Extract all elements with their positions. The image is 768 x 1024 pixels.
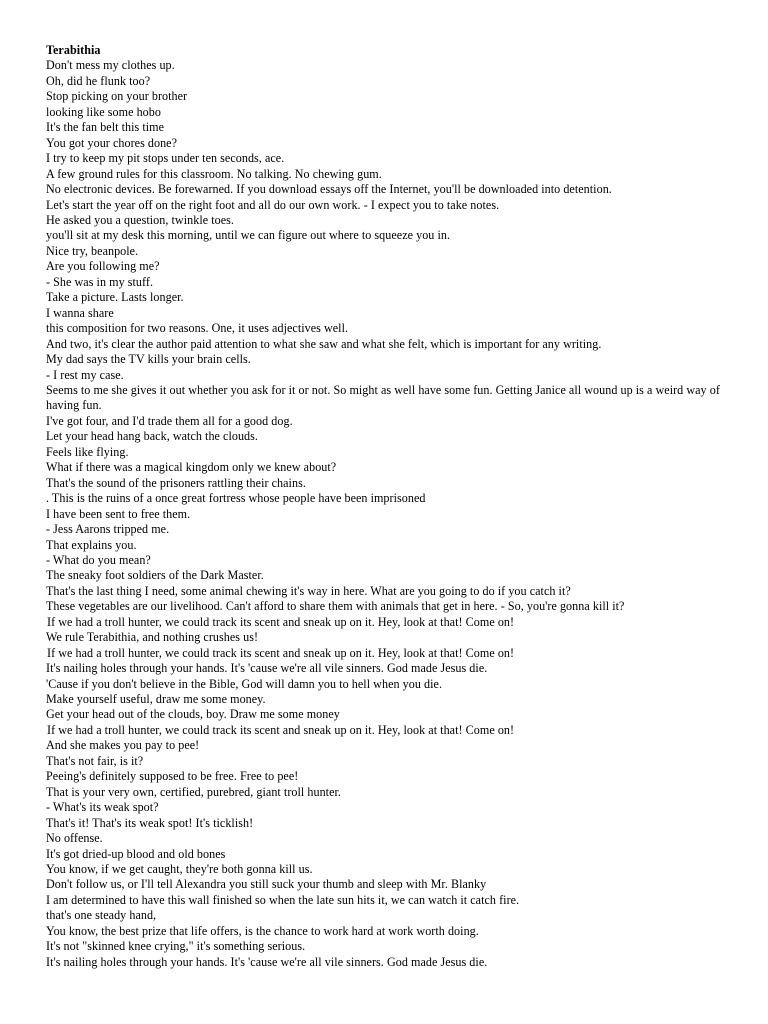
text-line: No offense. [46,831,103,846]
text-line: this composition for two reasons. One, it uses adjectives well. [46,321,349,336]
text-line: that's one steady hand, [46,908,157,923]
text-line: These vegetables are our livelihood. Can't afford to share them with animals that get in here. - So, you're gonna kill it? [46,599,625,614]
text-line: Don't mess my clothes up. [46,58,175,73]
text-line: It's got dried-up blood and old bones [46,846,226,861]
text-line: - I rest my case. [46,367,124,382]
text-line: Let's start the year off on the right foot and all do our own work. - I expect you to take notes. [46,197,500,212]
text-line: - What do you mean? [46,552,151,567]
text-line: The sneaky foot soldiers of the Dark Master. [46,568,264,583]
text-line: We rule Terabithia, and nothing crushes us! [46,630,259,645]
text-line: A few ground rules for this classroom. No talking. No chewing gum. [46,166,382,181]
text-line: - What's its weak spot? [46,800,159,815]
text-line: He asked you a question, twinkle toes. [46,212,234,227]
text-line: That explains you. [46,537,137,552]
text-line: No electronic devices. Be forewarned. If you download essays off the Internet, you'll be downloaded into detention. [46,182,612,197]
text-line: Oh, did he flunk too? [46,73,151,88]
text-line: It's nailing holes through your hands. It's 'cause we're all vile sinners. God made Jesus die. [46,661,488,676]
text-line: That's the last thing I need, some animal chewing it's way in here. What are you going to do if you catch it? [46,583,571,598]
text-line: That's it! That's its weak spot! It's ticklish! [46,815,254,830]
text-line: you'll sit at my desk this morning, until we can figure out where to squeeze you in. [46,228,451,243]
document-page [46,43,746,970]
text-line: I am determined to have this wall finished so when the late sun hits it, we can watch it catch fire. [46,892,520,907]
text-line: I have been sent to free them. [46,506,191,521]
text-line: Feels like flying. [46,444,129,459]
text-line: It's the fan belt this time [46,120,165,135]
script-lines [46,58,746,970]
text-line: If we had a troll hunter, we could track its scent and sneak up on it. Hey, look at that! Come on! [47,614,515,629]
text-line: . This is the ruins of a once great fortress whose people have been imprisoned [46,491,426,506]
text-line: Seems to me she gives it out whether you ask for it or not. So might as well have some fun. Getting Janice all wound up is a weird way of having fun. [46,382,720,413]
text-line: You got your chores done? [46,135,178,150]
text-line: You know, if we get caught, they're both gonna kill us. [46,862,313,877]
text-line: Make yourself useful, draw me some money. [46,692,266,707]
text-line: 'Cause if you don't believe in the Bible, God will damn you to hell when you die. [46,676,443,691]
text-line: What if there was a magical kingdom only we knew about? [46,460,337,475]
text-line: Are you following me? [46,259,160,274]
text-line: Take a picture. Lasts longer. [46,290,184,305]
text-line: I've got four, and I'd trade them all for a good dog. [46,413,293,428]
text-line: Get your head out of the clouds, boy. Draw me some money [46,707,340,722]
text-line: And she makes you pay to pee! [46,738,200,753]
text-line: Don't follow us, or I'll tell Alexandra you still suck your thumb and sleep with Mr. Blanky [46,877,487,892]
text-line: - She was in my stuff. [46,274,154,289]
text-line: Nice try, beanpole. [46,243,139,258]
text-line: That's the sound of the prisoners rattling their chains. [46,475,306,490]
text-line: You know, the best prize that life offers, is the chance to work hard at work worth doing. [46,923,479,938]
text-line: - Jess Aarons tripped me. [46,522,170,537]
text-line: That's not fair, is it? [46,753,144,768]
text-line: Peeing's definitely supposed to be free. Free to pee! [46,769,299,784]
document-title: Terabithia [46,43,101,57]
text-line: If we had a troll hunter, we could track its scent and sneak up on it. Hey, look at that! Come on! [47,645,515,660]
text-line: It's not "skinned knee crying," it's something serious. [46,939,306,954]
text-line: And two, it's clear the author paid attention to what she saw and what she felt, which is important for any writing. [46,336,602,351]
text-line: Stop picking on your brother [46,89,188,104]
text-line: My dad says the TV kills your brain cells. [46,352,251,367]
text-line: I try to keep my pit stops under ten seconds, ace. [46,151,285,166]
text-line: Let your head hang back, watch the clouds. [46,429,258,444]
text-line: It's nailing holes through your hands. It's 'cause we're all vile sinners. God made Jesus die. [46,954,488,969]
text-line: looking like some hobo [46,104,161,119]
text-line: If we had a troll hunter, we could track its scent and sneak up on it. Hey, look at that! Come on! [47,722,515,737]
text-line: That is your very own, certified, purebred, giant troll hunter. [46,784,341,799]
text-line: I wanna share [46,305,114,320]
